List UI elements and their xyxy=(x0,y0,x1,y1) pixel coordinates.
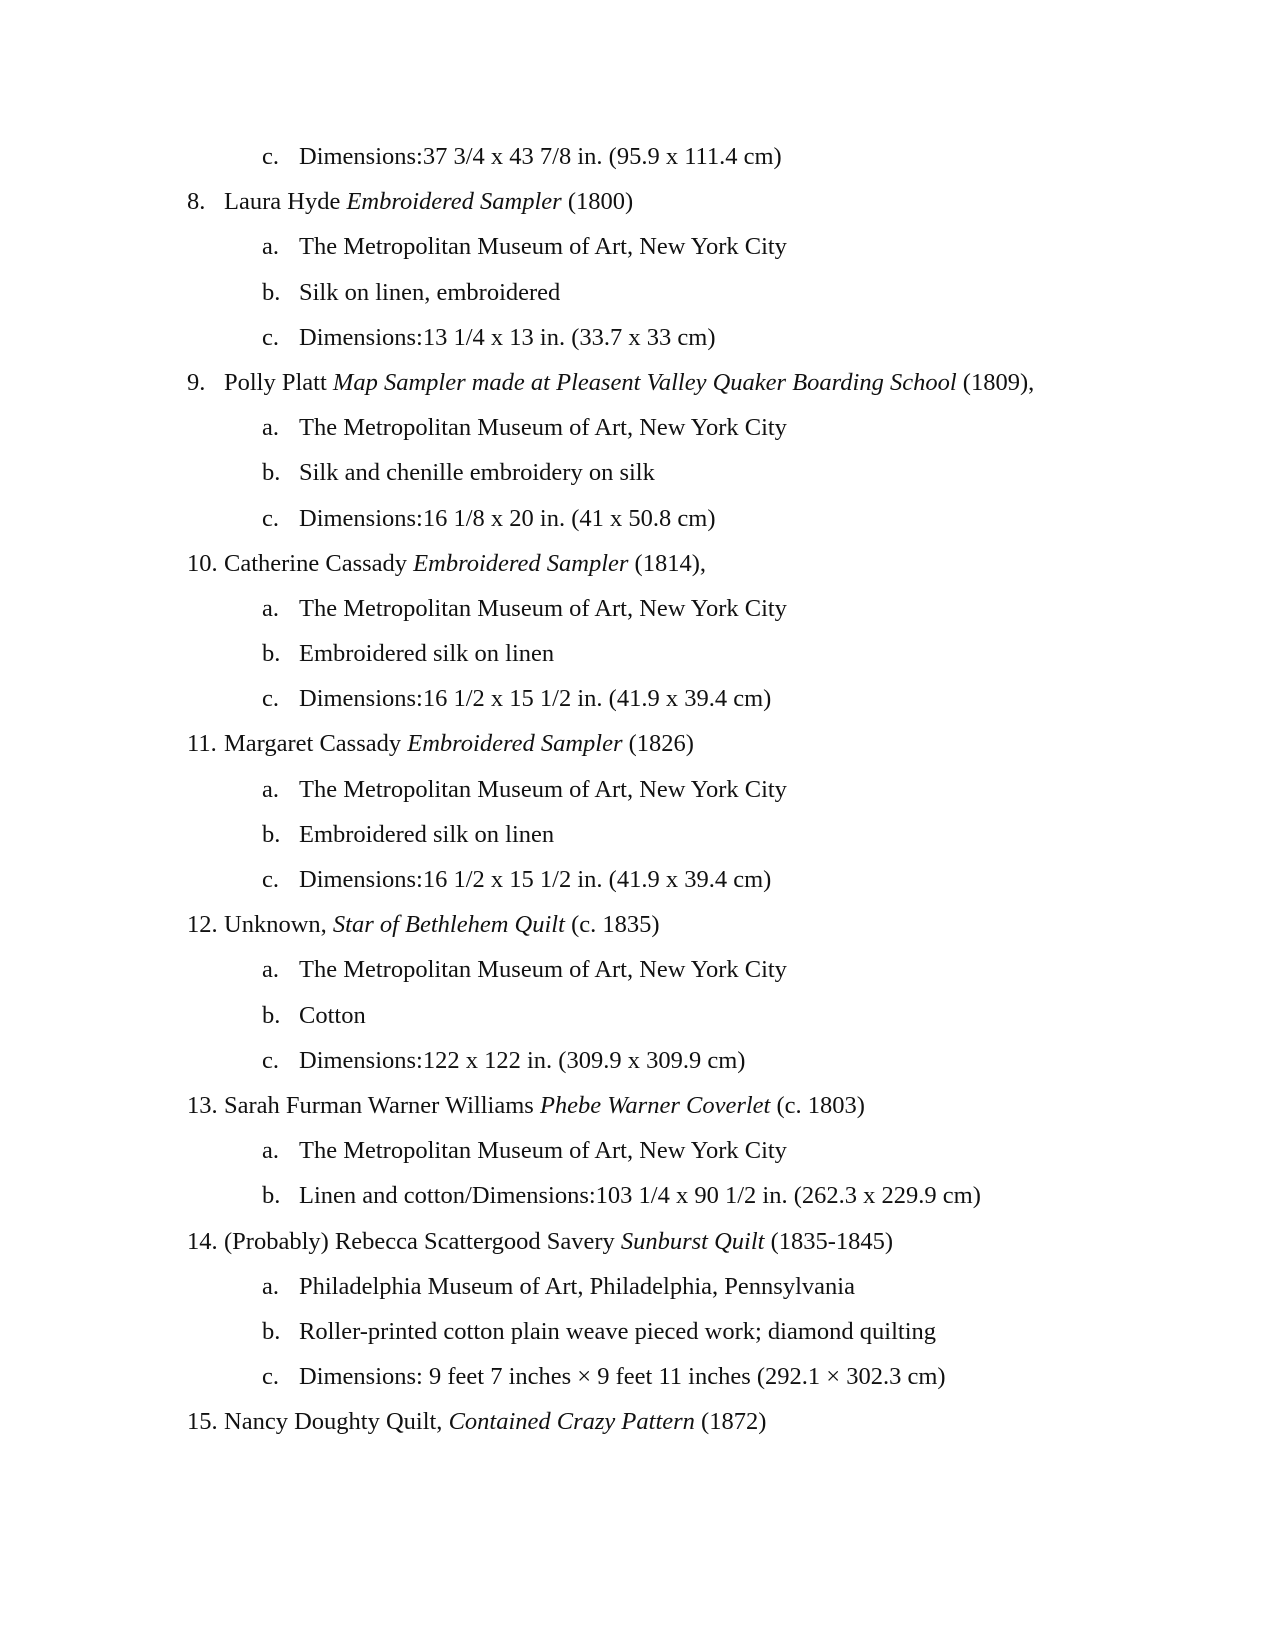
list-item-number: 12. xyxy=(187,911,218,939)
artist-name: Catherine Cassady xyxy=(224,549,414,577)
artwork-title: Star of Bethlehem Quilt xyxy=(332,911,565,939)
list-item-number: 9. xyxy=(187,368,206,396)
list-item-number: 15. xyxy=(187,1408,218,1436)
artwork-title: Sunburst Quilt xyxy=(620,1227,765,1255)
sub-item-text: The Metropolitan Museum of Art, New York City xyxy=(299,233,787,261)
list-item-text xyxy=(224,368,1034,398)
artwork-title: Embroidered Sampler xyxy=(346,188,562,216)
sub-item-letter: b. xyxy=(262,820,281,848)
sub-item-text: Silk and chenille embroidery on silk xyxy=(299,459,655,487)
sub-item xyxy=(0,1362,1275,1407)
sub-item-letter: a. xyxy=(262,1137,279,1165)
artist-name: Polly Platt xyxy=(224,368,333,396)
sub-item-text: Dimensions:37 3/4 x 43 7/8 in. (95.9 x 111.4 cm) xyxy=(299,143,782,170)
sub-item xyxy=(0,955,1275,1000)
artwork-date: (1826) xyxy=(622,730,694,758)
list-item-number: 8. xyxy=(187,188,206,216)
sub-item xyxy=(0,639,1275,684)
sub-item-letter: a. xyxy=(262,594,279,622)
list-item xyxy=(0,549,1275,594)
sub-item xyxy=(0,413,1275,458)
sub-item xyxy=(0,232,1275,277)
sub-item-text: Silk on linen, embroidered xyxy=(299,278,561,306)
sub-item-text: Roller-printed cotton plain weave pieced work; diamond quilting xyxy=(299,1317,937,1345)
artwork-date: (c. 1803) xyxy=(770,1091,865,1119)
sub-item-text: Dimensions:16 1/2 x 15 1/2 in. (41.9 x 39.4 cm) xyxy=(299,866,772,893)
list-item-text xyxy=(224,1227,893,1257)
sub-item-letter: b. xyxy=(262,1001,281,1029)
artwork-date: (1872) xyxy=(694,1408,767,1436)
artwork-date: (1835-1845) xyxy=(764,1227,894,1255)
sub-item xyxy=(0,775,1275,820)
sub-item-text: The Metropolitan Museum of Art, New York City xyxy=(299,1137,787,1165)
sub-item xyxy=(0,820,1275,865)
artwork-title: Embroidered Sampler xyxy=(413,549,629,577)
sub-item-letter: a. xyxy=(262,775,279,803)
sub-item xyxy=(0,1001,1275,1046)
sub-item xyxy=(0,865,1275,910)
list-item-number: 11. xyxy=(187,730,217,758)
sub-item-letter: b. xyxy=(262,1317,281,1345)
artwork-title: Map Sampler made at Pleasent Valley Quaker Boarding School xyxy=(332,368,957,396)
sub-item-letter: b. xyxy=(262,1182,281,1210)
sub-item-text: Embroidered silk on linen xyxy=(299,820,555,848)
sub-item-letter: c. xyxy=(262,143,279,170)
artwork-date: (1800) xyxy=(561,188,634,216)
artist-name: Margaret Cassady xyxy=(224,730,408,758)
sub-item xyxy=(0,1317,1275,1362)
sub-item-text: Philadelphia Museum of Art, Philadelphia, Pennsylvania xyxy=(299,1272,855,1300)
sub-item-letter: c. xyxy=(262,323,279,351)
list-item xyxy=(0,1227,1275,1272)
sub-item-letter: a. xyxy=(262,1272,279,1300)
sub-item-text: Dimensions:16 1/8 x 20 in. (41 x 50.8 cm) xyxy=(299,504,716,532)
artwork-date: (1809), xyxy=(956,368,1035,396)
sub-item-text: The Metropolitan Museum of Art, New York City xyxy=(299,956,787,984)
list-item xyxy=(0,187,1275,232)
list-item-text xyxy=(224,187,633,217)
sub-item-letter: c. xyxy=(262,504,279,532)
list-item xyxy=(0,1091,1275,1136)
sub-item-letter: c. xyxy=(262,1046,279,1074)
artist-name: Nancy Doughty Quilt, xyxy=(224,1408,449,1436)
sub-item-letter: b. xyxy=(262,459,281,487)
sub-item-text: The Metropolitan Museum of Art, New York City xyxy=(299,594,787,622)
sub-item-text: Dimensions:122 x 122 in. (309.9 x 309.9 cm) xyxy=(299,1046,746,1074)
sub-item-letter: b. xyxy=(262,278,281,306)
sub-item xyxy=(0,594,1275,639)
list-item-text xyxy=(224,1091,865,1121)
sub-item-text: Dimensions:13 1/4 x 13 in. (33.7 x 33 cm) xyxy=(299,323,716,351)
sub-item-letter: a. xyxy=(262,956,279,984)
sub-item xyxy=(0,323,1275,368)
sub-item-letter: b. xyxy=(262,640,281,668)
list-item-text xyxy=(224,729,694,759)
sub-item-text: Linen and cotton/Dimensions:103 1/4 x 90 1/2 in. (262.3 x 229.9 cm) xyxy=(299,1182,981,1210)
sub-item xyxy=(0,1136,1275,1181)
list-item-number: 14. xyxy=(187,1227,218,1255)
list-item-text xyxy=(224,1407,766,1437)
sub-item-letter: c. xyxy=(262,1363,279,1391)
sub-item xyxy=(0,278,1275,323)
list-item xyxy=(0,368,1275,413)
sub-item-text: Cotton xyxy=(299,1001,366,1029)
sub-item-letter: c. xyxy=(262,866,279,893)
sub-item-text: The Metropolitan Museum of Art, New York City xyxy=(299,414,787,442)
artwork-date: (1814), xyxy=(628,549,706,577)
list-item-text xyxy=(224,549,706,579)
sub-item xyxy=(0,504,1275,549)
artwork-title: Phebe Warner Coverlet xyxy=(539,1091,771,1119)
sub-item-text: Dimensions: 9 feet 7 inches × 9 feet 11 inches (292.1 × 302.3 cm) xyxy=(299,1363,946,1391)
artwork-list xyxy=(0,142,1275,1452)
sub-item-letter: a. xyxy=(262,414,279,442)
artwork-date: (c. 1835) xyxy=(564,911,660,939)
artist-name: Laura Hyde xyxy=(224,188,347,216)
list-item-number: 10. xyxy=(187,549,218,577)
sub-item xyxy=(0,142,1275,187)
list-item-text xyxy=(224,910,660,940)
sub-item-text: Dimensions:16 1/2 x 15 1/2 in. (41.9 x 39.4 cm) xyxy=(299,685,772,713)
sub-item xyxy=(0,458,1275,503)
sub-item-letter: c. xyxy=(262,685,279,713)
artwork-title: Embroidered Sampler xyxy=(407,730,623,758)
sub-item-letter: a. xyxy=(262,233,279,261)
sub-item-text: The Metropolitan Museum of Art, New York City xyxy=(299,775,787,803)
list-item xyxy=(0,1407,1275,1452)
artwork-title: Contained Crazy Pattern xyxy=(448,1408,695,1436)
list-item-number: 13. xyxy=(187,1091,218,1119)
sub-item xyxy=(0,1046,1275,1091)
sub-item-text: Embroidered silk on linen xyxy=(299,640,555,668)
artist-name: Sarah Furman Warner Williams xyxy=(224,1091,540,1119)
artist-name: (Probably) Rebecca Scattergood Savery xyxy=(224,1227,621,1255)
sub-item xyxy=(0,684,1275,729)
list-item xyxy=(0,729,1275,774)
sub-item xyxy=(0,1272,1275,1317)
sub-item xyxy=(0,1181,1275,1226)
artist-name: Unknown, xyxy=(224,911,333,939)
list-item xyxy=(0,910,1275,955)
